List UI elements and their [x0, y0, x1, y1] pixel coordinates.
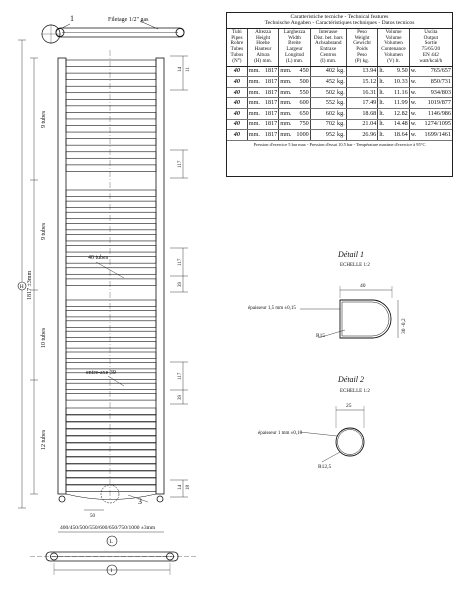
tube-group-2: 9 tubes [41, 222, 47, 240]
unit-label: lt. [379, 99, 385, 107]
cell-volume [378, 66, 410, 77]
cell-height [247, 130, 279, 141]
unit-label: kg. [337, 67, 345, 75]
value: 1699/1461 [424, 131, 451, 139]
cell-width [279, 87, 311, 98]
unit-label: kg. [337, 88, 345, 96]
value: 1817 [264, 67, 278, 75]
detail1-width: 40 [360, 283, 366, 289]
unit-label: w. [410, 67, 417, 75]
cell-height [247, 77, 279, 88]
value: 502 [325, 88, 336, 96]
spec-header-width: Larghezza Width Breite Largeur Longitud (L) mm. [279, 29, 311, 66]
radiator-tube [66, 429, 156, 436]
detail1-radius: R15 [316, 333, 326, 339]
radiator-tube [66, 112, 156, 119]
detail2-thickness: épaisseur 1 mm ±0,10 [258, 431, 303, 436]
value: 15.12 [362, 78, 377, 86]
spec-header-output: Uscita Output Sortie 75/65/20 EN 442 watt/kcal/h [409, 29, 452, 66]
radiator-tube [66, 234, 156, 241]
radiator-tube [66, 60, 156, 67]
cell-tubes [227, 77, 247, 88]
detail2-profile [300, 406, 364, 462]
dim-117-c: 117 [178, 372, 183, 380]
radiator-tube [66, 362, 156, 369]
detail1-thickness: épaisseur 1,5 mm ±0,15 [248, 306, 296, 311]
unit-label: mm. [280, 99, 292, 107]
unit-label: lt. [379, 78, 385, 86]
unit-label: w. [410, 109, 417, 117]
dim-50: 50 [90, 514, 95, 519]
cell-output [409, 108, 452, 119]
unit-label: mm. [280, 131, 292, 139]
spec-row [227, 87, 452, 98]
dim-117-a: 117 [178, 160, 183, 168]
value: 1274/1095 [424, 120, 451, 128]
cell-output [409, 87, 452, 98]
unit-label: mm. [248, 67, 260, 75]
radiator-tube [66, 331, 156, 338]
value: 450 [299, 67, 309, 75]
unit-label: lt. [379, 67, 385, 75]
radiator-tube [66, 310, 156, 317]
radiator-tube [66, 139, 156, 146]
value: 934/803 [430, 88, 451, 96]
spec-title-line-1: Caratteristiche tecniche - Technical features [290, 14, 389, 20]
radiator-tube [66, 457, 156, 464]
unit-label: mm. [248, 120, 260, 128]
value: 40 [233, 99, 240, 107]
value: 1000 [296, 131, 309, 139]
value: 602 [325, 109, 336, 117]
unit-label: kg. [337, 78, 345, 86]
widths-dim: 400/450/500/550/600/650/750/1000 ±3mm [60, 525, 156, 531]
radiator-tube [66, 422, 156, 429]
radiator-tube [66, 268, 156, 275]
radiator-tube [66, 86, 156, 93]
radiator-tube [66, 300, 156, 307]
dim-14-bottom: 14 [178, 485, 183, 490]
radiator-tube [66, 73, 156, 80]
unit-label: mm. [280, 120, 292, 128]
value: 1817 [264, 88, 278, 96]
cell-volume [378, 87, 410, 98]
detail1-profile [300, 286, 398, 338]
value: 1817 [264, 78, 278, 86]
bottom-symbol: I [110, 568, 113, 574]
spec-note: Pression d'exercice 5 bar max - Pression d'essai 10.5 bar - Température maxime d'exercice à 95°C [253, 141, 426, 147]
dim-39-a: 39 [178, 282, 183, 287]
cell-height [247, 66, 279, 77]
value: 1146/986 [427, 109, 451, 117]
radiator-tube [66, 464, 156, 471]
radiator-tube [66, 212, 156, 219]
value: 1019/877 [427, 99, 451, 107]
cell-weight [346, 108, 378, 119]
dim-18-bottom: 18 [186, 485, 191, 490]
spec-header-weight: Peso Weight Gewicht Poids Peso (P) kg. [346, 29, 378, 66]
unit-label: mm. [280, 88, 292, 96]
cell-weight [346, 87, 378, 98]
radiator-tube [66, 408, 156, 415]
front-view [58, 50, 164, 503]
unit-label: kg. [337, 131, 345, 139]
value: 650 [299, 109, 309, 117]
cell-height [247, 119, 279, 130]
spec-row [227, 98, 452, 109]
cell-interaxis [310, 66, 346, 77]
value: 40 [233, 120, 240, 128]
value: 952 [325, 131, 336, 139]
cell-tubes [227, 108, 247, 119]
spec-header-interaxis: Interasse Dist. bet. bars Achsabstand Entraxe Centros (I) mm. [310, 29, 346, 66]
spec-table-box [226, 12, 453, 177]
detail2-radius: R12,5 [318, 464, 332, 470]
radiator-tube [66, 485, 156, 492]
cell-interaxis [310, 98, 346, 109]
value: 18.68 [362, 109, 377, 117]
cell-height [247, 108, 279, 119]
value: 452 [325, 78, 336, 86]
cell-interaxis [310, 119, 346, 130]
detail2-diameter: 25 [346, 403, 352, 409]
spec-row [227, 130, 452, 141]
value: 850/731 [430, 78, 451, 86]
unit-label: w. [410, 78, 417, 86]
value: 750 [299, 120, 309, 128]
value: 21.04 [362, 120, 377, 128]
width-symbol: L [109, 539, 113, 545]
radiator-tube [66, 352, 156, 359]
detail1-title: Détail 1 [338, 250, 364, 259]
cell-output [409, 119, 452, 130]
detail2-title: Détail 2 [338, 375, 364, 384]
unit-label: kg. [337, 109, 345, 117]
value: 10.33 [393, 78, 408, 86]
value: 14.48 [393, 120, 408, 128]
cell-weight [346, 119, 378, 130]
cell-height [247, 98, 279, 109]
tube-group-3: 10 tubes [41, 327, 47, 348]
radiator-tube [66, 126, 156, 133]
unit-label: lt. [379, 131, 385, 139]
cell-width [279, 66, 311, 77]
entre-axe-label: entre-axe 39 [86, 370, 116, 376]
value: 40 [233, 131, 240, 139]
detail1-scale: ECHELLE 1:2 [340, 263, 370, 268]
value: 702 [325, 120, 336, 128]
cell-interaxis [310, 87, 346, 98]
value: 40 [233, 88, 240, 96]
value: 9.50 [396, 67, 408, 75]
spec-table [227, 29, 452, 141]
radiator-tube [66, 223, 156, 230]
cell-tubes [227, 98, 247, 109]
unit-label: kg. [337, 120, 345, 128]
value: 18.64 [393, 131, 408, 139]
value: 500 [299, 78, 309, 86]
cell-volume [378, 77, 410, 88]
unit-label: w. [410, 99, 417, 107]
value: 13.94 [362, 67, 377, 75]
radiator-tube [66, 321, 156, 328]
radiator-tube [66, 257, 156, 264]
height-symbol: H [19, 284, 24, 291]
value: 600 [299, 99, 309, 107]
radiator-tube [66, 201, 156, 208]
value: 552 [325, 99, 336, 107]
cell-width [279, 98, 311, 109]
radiator-tube [66, 443, 156, 450]
cell-volume [378, 108, 410, 119]
cell-interaxis [310, 108, 346, 119]
cell-tubes [227, 66, 247, 77]
cell-weight [346, 98, 378, 109]
radiator-tube [66, 165, 156, 172]
cell-tubes [227, 119, 247, 130]
cell-width [279, 130, 311, 141]
spec-title [227, 13, 452, 29]
cell-volume [378, 130, 410, 141]
radiator-tube [66, 436, 156, 443]
unit-label: lt. [379, 109, 385, 117]
radiator-tube [66, 342, 156, 349]
cell-tubes [227, 87, 247, 98]
value: 11.16 [394, 88, 408, 96]
value: 17.49 [362, 99, 377, 107]
unit-label: mm. [280, 109, 292, 117]
right-dimensions [170, 56, 188, 497]
cell-output [409, 98, 452, 109]
spec-title-line-2: Technische Angaben - Caractéristiques techniques - Datos tecnicos [264, 20, 415, 27]
dim-14-top: 14 [178, 67, 183, 72]
detail2-scale: ECHELLE 1:2 [340, 389, 370, 394]
radiator-tube [66, 478, 156, 485]
value: 1817 [264, 109, 278, 117]
cell-width [279, 119, 311, 130]
callout-3: 3 [138, 497, 142, 506]
radiator-tube [66, 415, 156, 422]
cell-weight [346, 77, 378, 88]
spec-header-tubes: Tubi Pipes Rohre Tubes Tubos (N°) [227, 29, 247, 66]
dim-39-b: 39 [178, 395, 183, 400]
spec-body [227, 66, 452, 140]
radiator-tube [66, 450, 156, 457]
unit-label: mm. [248, 99, 260, 107]
cell-output [409, 130, 452, 141]
radiator-tube [66, 152, 156, 159]
value: 550 [299, 88, 309, 96]
unit-label: mm. [248, 88, 260, 96]
cell-weight [346, 66, 378, 77]
spec-row [227, 119, 452, 130]
value: 1817 [264, 99, 278, 107]
radiator-tube [66, 246, 156, 253]
value: 16.31 [362, 88, 377, 96]
value: 1817 [264, 131, 278, 139]
tube-group-1: 9 tubes [41, 110, 47, 128]
cell-tubes [227, 130, 247, 141]
spec-row [227, 66, 452, 77]
spec-row [227, 77, 452, 88]
tubes-40-label: 40 tubes [88, 255, 109, 261]
cell-volume [378, 119, 410, 130]
cell-interaxis [310, 130, 346, 141]
radiator-tube [66, 471, 156, 478]
callout-1: 1 [70, 14, 74, 23]
cell-width [279, 77, 311, 88]
unit-label: kg. [337, 99, 345, 107]
value: 11.99 [394, 99, 408, 107]
value: 26.96 [362, 131, 377, 139]
unit-label: mm. [248, 78, 260, 86]
spec-header-height: Altezza Height Hoehe Hauteur Altura (H) mm. [247, 29, 279, 66]
radiator-tube [66, 190, 156, 197]
bottom-view [30, 536, 196, 575]
unit-label: w. [410, 131, 417, 139]
top-view [41, 21, 184, 44]
unit-label: mm. [248, 109, 260, 117]
radiator-tube [66, 383, 156, 390]
spec-header-volume: Volume Volume Volumen Contenance Volumen (V) lt. [378, 29, 410, 66]
unit-label: lt. [379, 88, 385, 96]
value: 12.82 [393, 109, 408, 117]
value: 40 [233, 67, 240, 75]
cell-height [247, 87, 279, 98]
tube-group-4: 12 tubes [41, 429, 47, 450]
value: 40 [233, 109, 240, 117]
unit-label: w. [410, 120, 417, 128]
cell-weight [346, 130, 378, 141]
unit-label: mm. [280, 67, 292, 75]
value: 402 [325, 67, 336, 75]
fitting-label: Filetage 1/2" gas [108, 17, 149, 23]
value: 765/657 [430, 67, 451, 75]
value: 1817 [264, 120, 278, 128]
dim-117-b: 117 [178, 258, 183, 266]
value: 40 [233, 78, 240, 86]
spec-header-row [227, 29, 452, 66]
unit-label: lt. [379, 120, 385, 128]
dim-11-top: 11 [186, 67, 191, 72]
cell-interaxis [310, 77, 346, 88]
unit-label: w. [410, 88, 417, 96]
unit-label: mm. [280, 78, 292, 86]
spec-row [227, 108, 452, 119]
radiator-tube [66, 394, 156, 401]
radiator-tube [66, 279, 156, 286]
cell-output [409, 77, 452, 88]
radiator-tube [66, 99, 156, 106]
cell-width [279, 108, 311, 119]
total-height: 1817 ±3mm [27, 270, 33, 300]
unit-label: mm. [248, 131, 260, 139]
cell-output [409, 66, 452, 77]
detail1-height: 30 -0,2 [401, 318, 407, 334]
cell-volume [378, 98, 410, 109]
